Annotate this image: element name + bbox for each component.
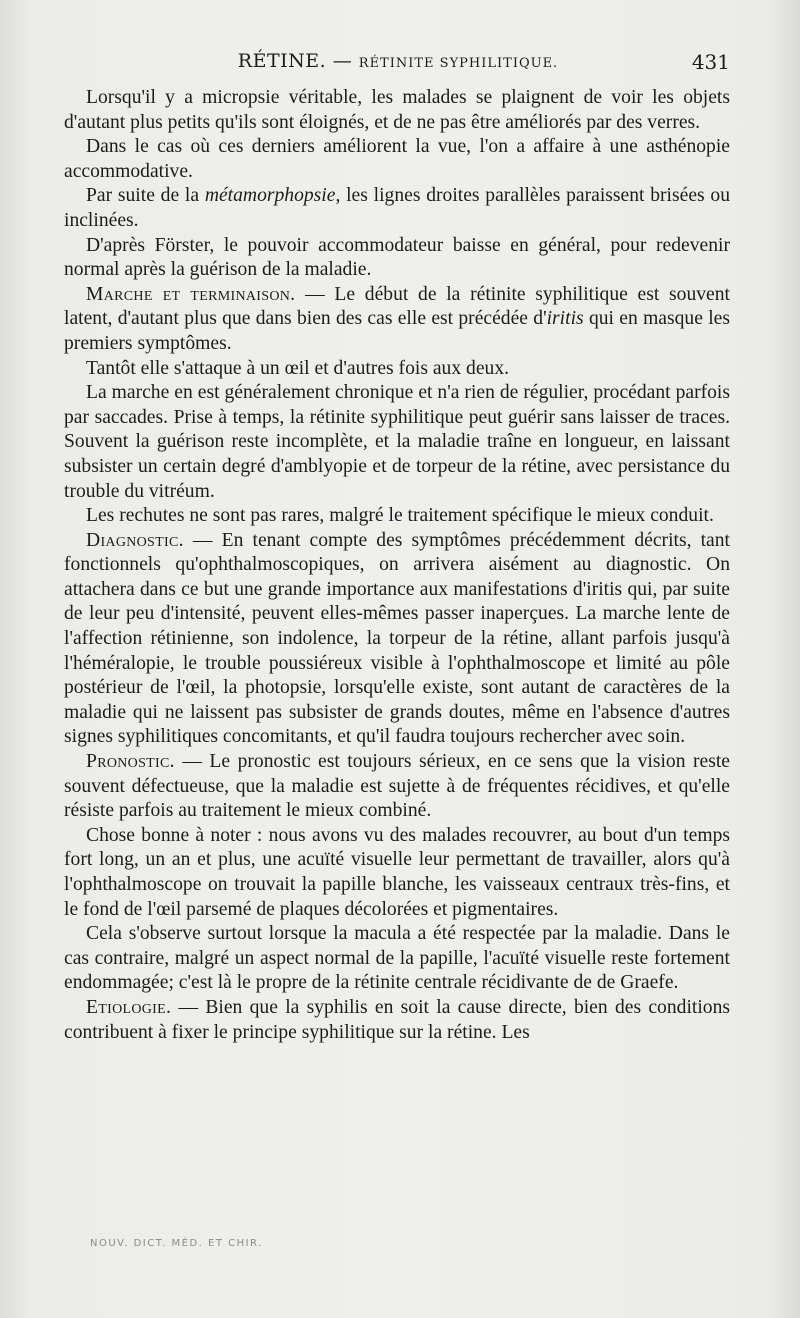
footer-signature: NOUV. DICT. MÉD. ET CHIR.: [90, 1238, 263, 1249]
paragraph: Tantôt elle s'attaque à un œil et d'autres fois aux deux.: [86, 357, 510, 379]
running-header: [64, 48, 732, 78]
body-text: [64, 86, 730, 1045]
header-subtitle: RÉTINITE SYPHILITIQUE.: [358, 56, 559, 71]
paragraph: Dans le cas où ces derniers améliorent la vue, l'on a affaire à une asthénopie accommodative.: [64, 136, 730, 182]
page-number: 431: [691, 50, 730, 74]
paragraph: Etiologie. — Bien que la syphilis en soit la cause directe, bien des conditions contribuent à fixer le principe syphilitique sur la rétine. Les: [64, 996, 730, 1043]
paragraph: Cela s'observe surtout lorsque la macula a été respectée par la maladie. Dans le cas contraire, malgré un aspect normal de la papille, l'acuïté visuelle reste fortement endommagée; c'est là le propre de la rétinite centrale récidivante de de Graefe.: [64, 923, 730, 994]
paragraph: La marche en est généralement chronique et n'a rien de régulier, procédant parfois par saccades. Prise à temps, la rétinite syphilitique peut guérir sans laisser de traces. Souvent la guérison reste incomplète, et la maladie traîne en longueur, en laissant subsister un certain degré d'amblyopie et de torpeur de la rétine, avec persistance du trouble du vitréum.: [64, 382, 730, 502]
header-title: RÉTINE. —: [237, 50, 353, 72]
paragraph: Diagnostic. — En tenant compte des symptômes précédemment décrits, tant fonctionnels qu'ophthalmoscopiques, on arrivera aisément au diagnostic. On attachera dans ce but une grande importance aux manifestations d'iritis qui, par suite de leur peu d'intensité, peuvent elles-mêmes passer inaperçues. La marche lente de l'affection rétinienne, son indolence, la torpeur de la rétine, allant parfois jusqu'à l'héméralopie, le trouble poussiéreux visible à l'ophthalmoscope et limité au pôle postérieur de l'œil, la photopsie, lorsqu'elle existe, sont autant de caractères de la maladie qui ne laissent pas subsister de grands doutes, même en l'absence d'autres signes syphilitiques concomitants, et qu'il faudra toujours rechercher avec soin.: [64, 529, 730, 748]
emphasis: métamorphopsie: [204, 185, 336, 207]
emphasis: iritis: [546, 308, 584, 330]
running-title: [64, 50, 732, 72]
section-heading: Marche et terminaison.: [86, 283, 296, 305]
paragraph: Chose bonne à noter : nous avons vu des malades recouvrer, au bout d'un temps fort long, un an et plus, une acuïté visuelle leur permettant de travailler, alors qu'à l'ophthalmoscope on trouvait la papille blanche, les vaisseaux centraux très-fins, et le fond de l'œil parsemé de plaques décolorées et pigmentaires.: [64, 824, 730, 920]
section-heading: Etiologie.: [86, 996, 172, 1018]
paragraph: Lorsqu'il y a micropsie véritable, les malades se plaignent de voir les objets d'autant plus petits qu'ils sont éloignés, et de ne pas être améliorés par des verres.: [64, 87, 730, 133]
section-heading: Diagnostic.: [86, 529, 184, 551]
paragraph: Pronostic. — Le pronostic est toujours sérieux, en ce sens que la vision reste souvent défectueuse, que la maladie est sujette à de fréquentes récidives, et qu'elle résiste parfois au traitement le mieux combiné.: [64, 751, 730, 822]
paragraph: Par suite de la métamorphopsie, les lignes droites parallèles paraissent brisées ou inclinées.: [64, 185, 731, 231]
paragraph: D'après Förster, le pouvoir accommodateur baisse en général, pour redevenir normal après la guérison de la maladie.: [64, 234, 730, 281]
paragraph: Marche et terminaison. — Le début de la rétinite syphilitique est souvent latent, d'autant plus que dans bien des cas elle est précédée d'iritis qui en masque les premiers symptômes.: [64, 283, 730, 354]
section-heading: Pronostic.: [86, 751, 175, 773]
paragraph: Les rechutes ne sont pas rares, malgré le traitement spécifique le mieux conduit.: [86, 505, 714, 527]
